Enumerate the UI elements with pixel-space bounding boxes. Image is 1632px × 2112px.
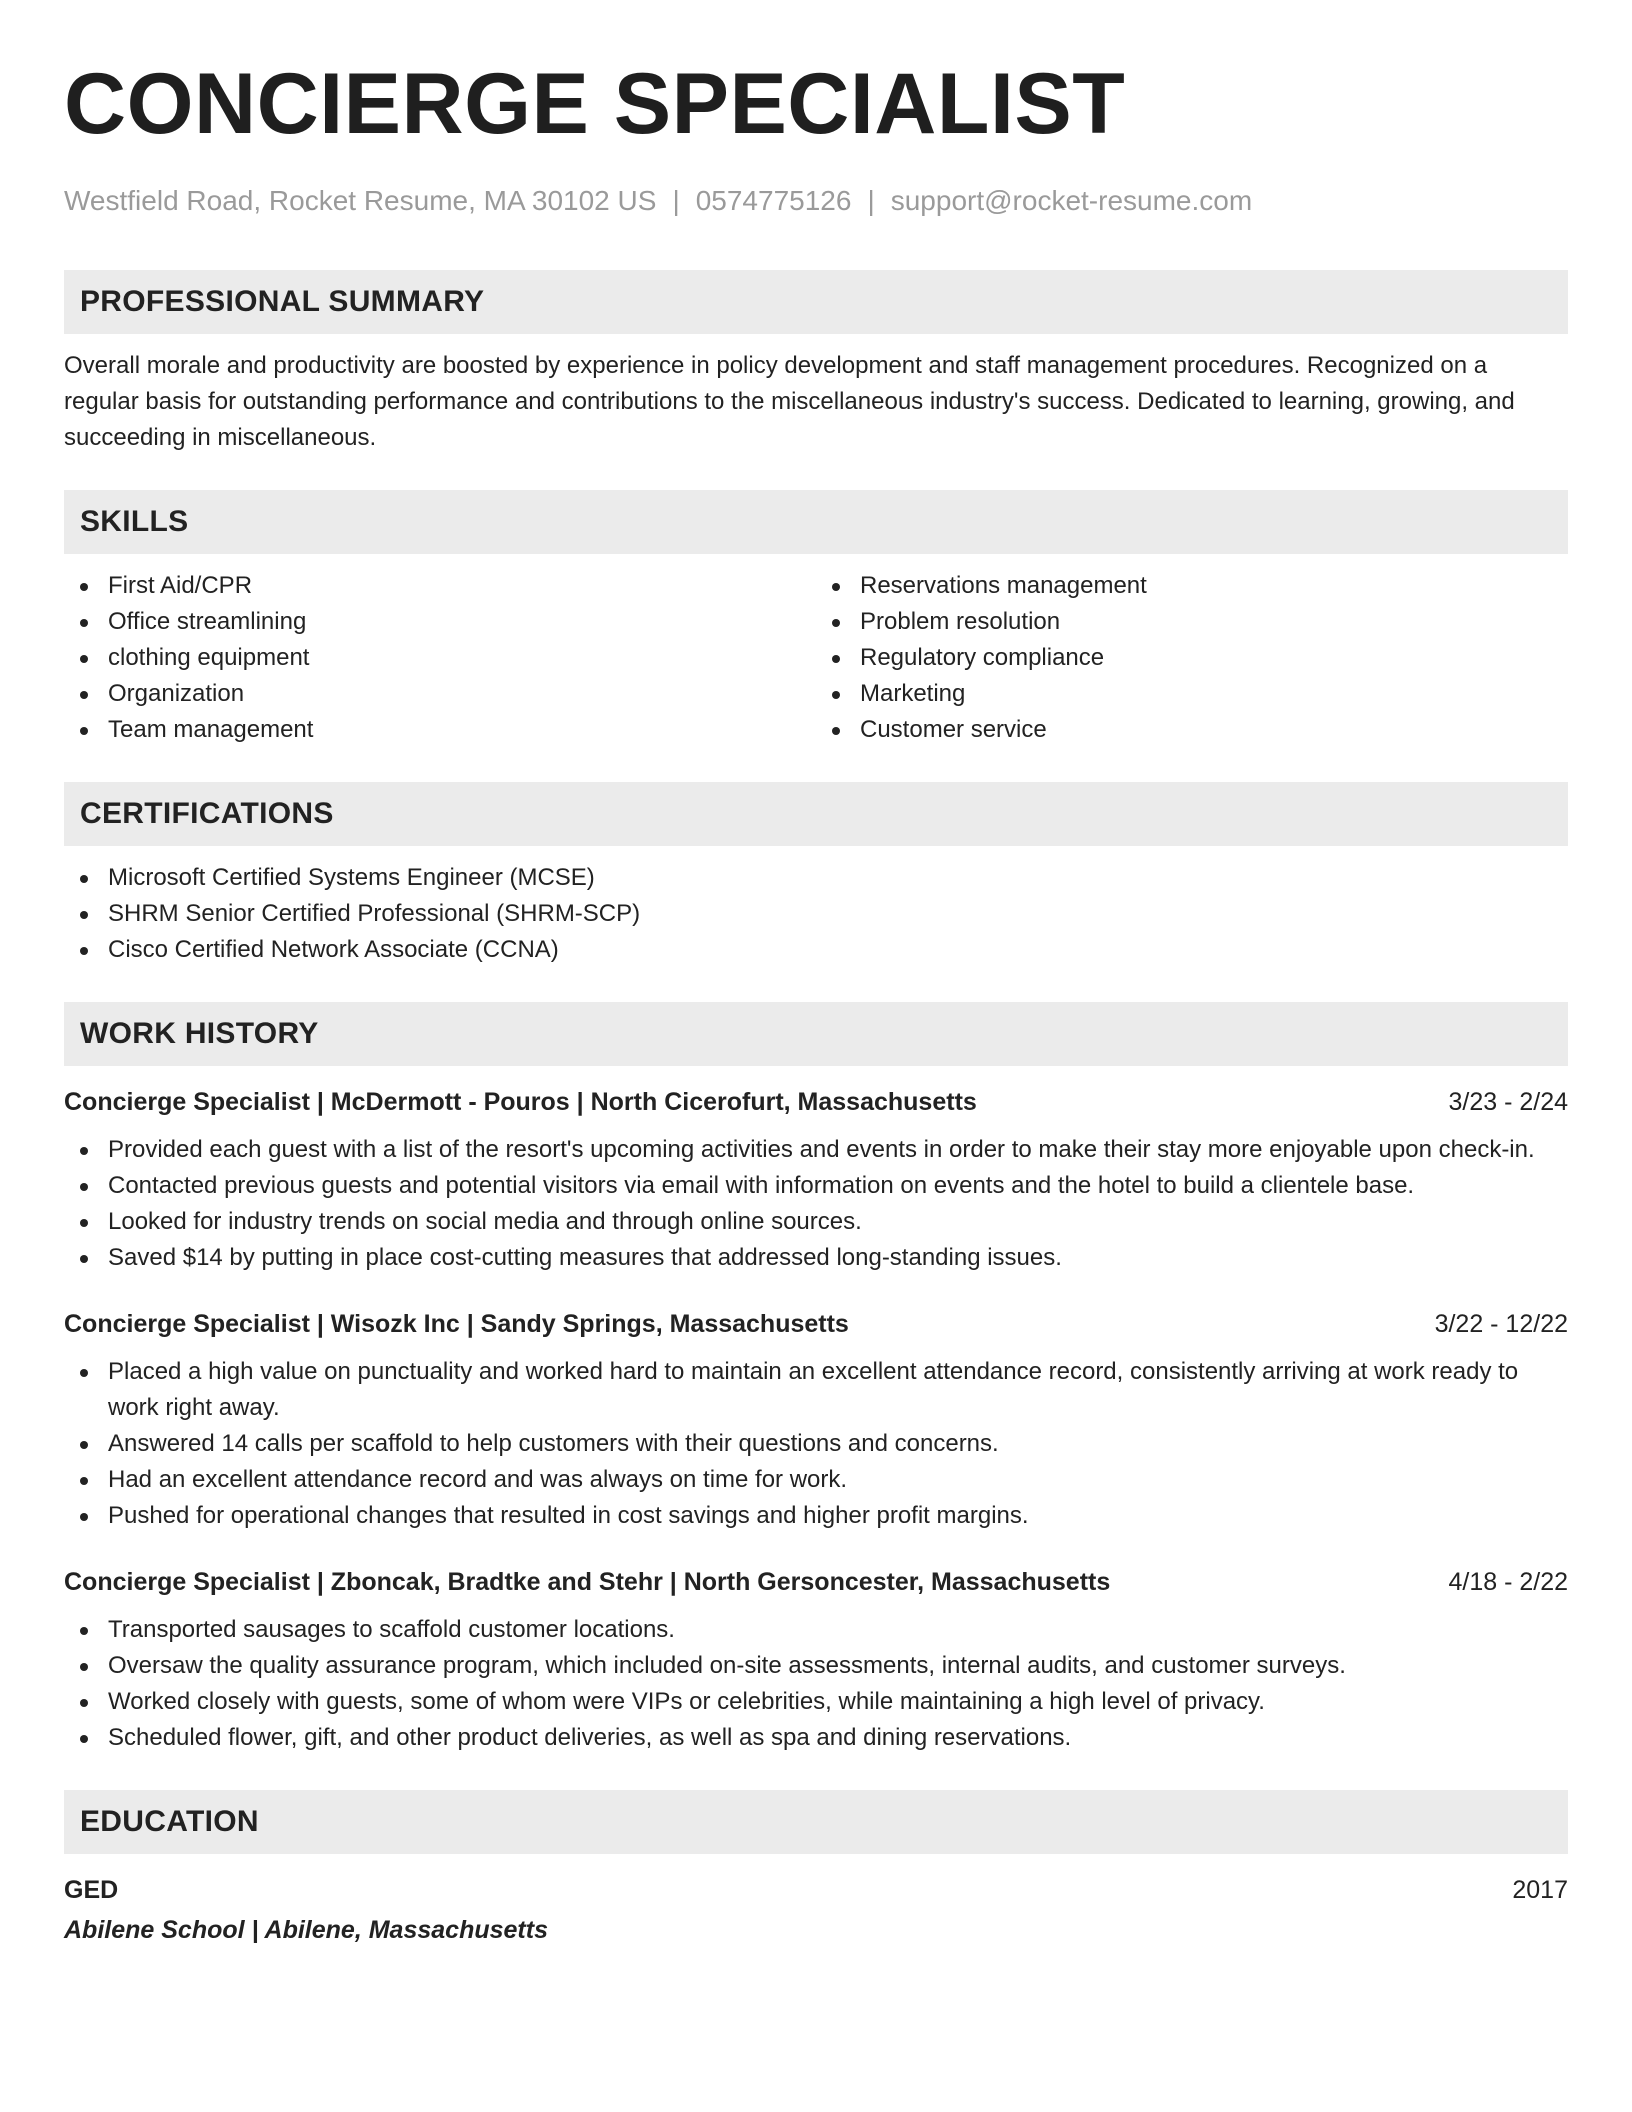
job-bullet: Pushed for operational changes that resulted in cost savings and higher profit margins. bbox=[64, 1498, 1568, 1534]
skill-item: Regulatory compliance bbox=[816, 640, 1568, 676]
certification-item: Cisco Certified Network Associate (CCNA) bbox=[64, 932, 1568, 968]
contact-address: Westfield Road, Rocket Resume, MA 30102 US bbox=[64, 185, 657, 216]
job-dates: 3/22 - 12/22 bbox=[1434, 1310, 1568, 1338]
job-entry bbox=[64, 1084, 1568, 1276]
section-heading-certifications: CERTIFICATIONS bbox=[64, 782, 1568, 846]
candidate-name: CONCIERGE SPECIALIST bbox=[64, 56, 1126, 152]
certification-item: SHRM Senior Certified Professional (SHRM-SCP) bbox=[64, 896, 1568, 932]
certifications-list bbox=[64, 860, 1568, 968]
job-title: Concierge Specialist | Wisozk Inc | Sandy Springs, Massachusetts bbox=[64, 1310, 849, 1338]
skill-item: Organization bbox=[64, 676, 816, 712]
job-bullets bbox=[64, 1354, 1568, 1534]
contact-separator: | bbox=[867, 185, 875, 216]
section-heading-skills: SKILLS bbox=[64, 490, 1568, 554]
summary-text: Overall morale and productivity are boosted by experience in policy development and staff management procedures. Recognized on a regular basis for outstanding performance and contributions to the miscellaneous industry's success. Dedicated to learning, growing, and succeeding in miscellaneous. bbox=[64, 352, 1515, 451]
job-dates: 3/23 - 2/24 bbox=[1448, 1088, 1568, 1116]
job-title: Concierge Specialist | Zboncak, Bradtke and Stehr | North Gersoncester, Massachusetts bbox=[64, 1568, 1111, 1596]
job-bullet: Saved $14 by putting in place cost-cutting measures that addressed long-standing issues. bbox=[64, 1240, 1568, 1276]
skill-item: Customer service bbox=[816, 712, 1568, 748]
job-bullet: Had an excellent attendance record and was always on time for work. bbox=[64, 1462, 1568, 1498]
skills-column-left bbox=[64, 568, 816, 748]
skill-item: Reservations management bbox=[816, 568, 1568, 604]
contact-separator: | bbox=[672, 185, 680, 216]
job-header bbox=[64, 1306, 1568, 1342]
skill-item: clothing equipment bbox=[64, 640, 816, 676]
section-heading-summary: PROFESSIONAL SUMMARY bbox=[64, 270, 1568, 334]
job-bullet: Provided each guest with a list of the resort's upcoming activities and events in order to make their stay more enjoyable upon check-in. bbox=[64, 1132, 1568, 1168]
education-header bbox=[64, 1872, 1568, 1908]
job-bullet: Answered 14 calls per scaffold to help customers with their questions and concerns. bbox=[64, 1426, 1568, 1462]
job-title: Concierge Specialist | McDermott - Pouros | North Cicerofurt, Massachusetts bbox=[64, 1088, 977, 1116]
contact-line bbox=[64, 184, 1568, 218]
job-bullet: Contacted previous guests and potential visitors via email with information on events and the hotel to build a clientele base. bbox=[64, 1168, 1568, 1204]
job-bullets bbox=[64, 1132, 1568, 1276]
contact-phone: 0574775126 bbox=[695, 185, 852, 216]
job-header bbox=[64, 1564, 1568, 1600]
job-dates: 4/18 - 2/22 bbox=[1448, 1568, 1568, 1596]
job-bullets bbox=[64, 1612, 1568, 1756]
skills-list-left bbox=[64, 568, 816, 748]
skill-item: Marketing bbox=[816, 676, 1568, 712]
job-entry bbox=[64, 1306, 1568, 1534]
job-bullet: Scheduled flower, gift, and other product deliveries, as well as spa and dining reservations. bbox=[64, 1720, 1568, 1756]
job-header bbox=[64, 1084, 1568, 1120]
education-degree: GED bbox=[64, 1876, 119, 1904]
skill-item: First Aid/CPR bbox=[64, 568, 816, 604]
skill-item: Office streamlining bbox=[64, 604, 816, 640]
skills-column-right bbox=[816, 568, 1568, 748]
section-heading-education: EDUCATION bbox=[64, 1790, 1568, 1854]
job-bullet: Transported sausages to scaffold customer locations. bbox=[64, 1612, 1568, 1648]
job-bullet: Worked closely with guests, some of whom were VIPs or celebrities, while maintaining a high level of privacy. bbox=[64, 1684, 1568, 1720]
job-bullet: Oversaw the quality assurance program, which included on-site assessments, internal audits, and customer surveys. bbox=[64, 1648, 1568, 1684]
contact-email: support@rocket-resume.com bbox=[890, 185, 1253, 216]
section-heading-work-history: WORK HISTORY bbox=[64, 1002, 1568, 1066]
job-entry bbox=[64, 1564, 1568, 1756]
job-bullet: Placed a high value on punctuality and worked hard to maintain an excellent attendance record, consistently arriving at work ready to work right away. bbox=[64, 1354, 1568, 1426]
skill-item: Team management bbox=[64, 712, 816, 748]
skill-item: Problem resolution bbox=[816, 604, 1568, 640]
education-school: Abilene School | Abilene, Massachusetts bbox=[64, 1916, 548, 1944]
job-bullet: Looked for industry trends on social media and through online sources. bbox=[64, 1204, 1568, 1240]
skills-grid bbox=[64, 568, 1568, 748]
certification-item: Microsoft Certified Systems Engineer (MCSE) bbox=[64, 860, 1568, 896]
education-year: 2017 bbox=[1512, 1876, 1568, 1904]
skills-list-right bbox=[816, 568, 1568, 748]
